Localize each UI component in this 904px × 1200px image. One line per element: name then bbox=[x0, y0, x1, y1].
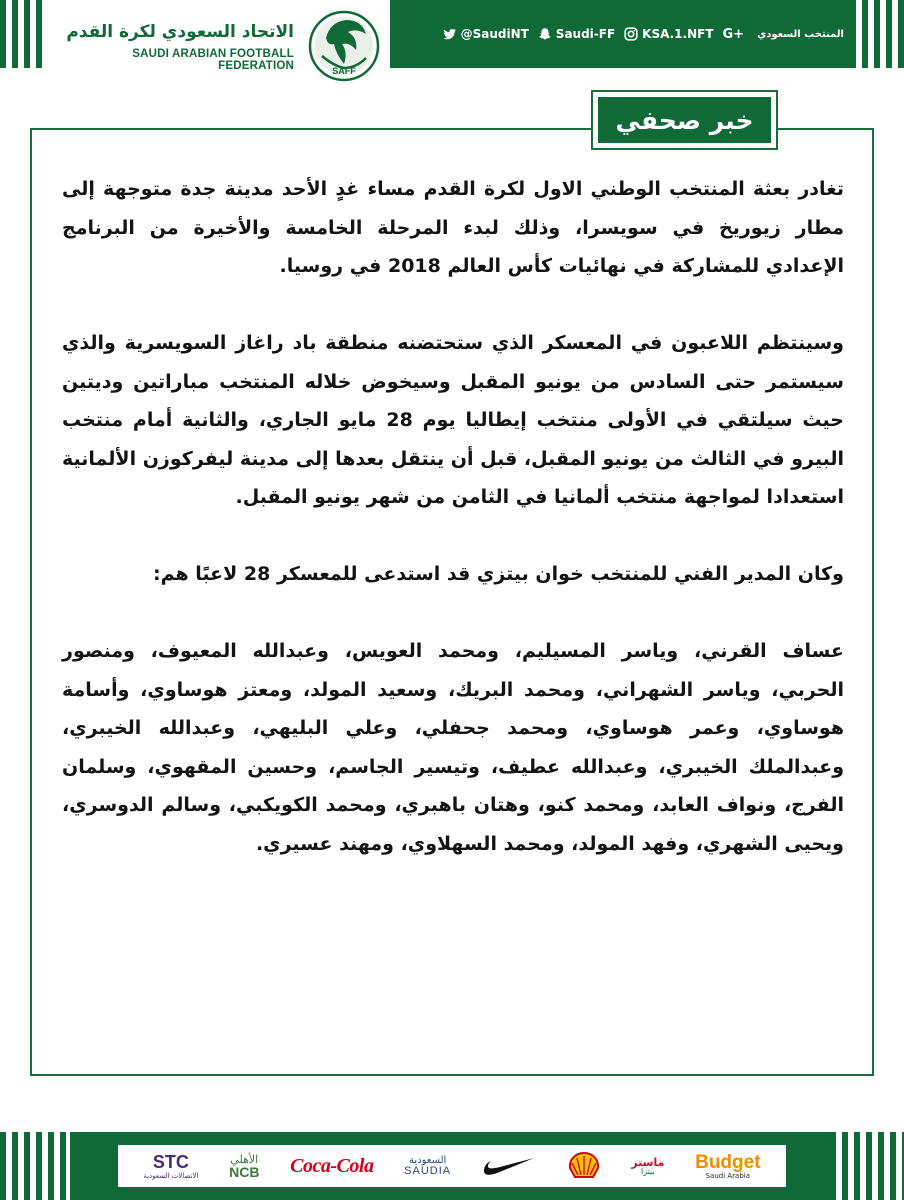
footer-stripes-right bbox=[830, 1132, 904, 1200]
coca-cola-logo-text: Coca-Cola bbox=[290, 1155, 374, 1177]
article-paragraph: وكان المدير الفني للمنتخب خوان بيتزي قد استدعى للمعسكر 28 لاعبًا هم: bbox=[153, 563, 844, 585]
sponsor-stc bbox=[143, 1153, 198, 1180]
article-paragraph: وسينتظم اللاعبون في المعسكر الذي ستحتضنه منطقة باد راغاز السويسرية والذي سيستمر حتى السادس من يونيو المقبل وسيخوض خلاله المنتخب مباراتين وديتين حيث سيلتقي في الأولى منتخب إيطاليا يوم 28 مايو الجاري، والثانية أمام منتخب البيرو في الثالث من يونيو المقبل، قبل أن ينتقل بعدها إلى مدينة ليفركوزن الألمانية استعدادا لمواجهة منتخب ألمانيا في الثامن من شهر يونيو المقبل. bbox=[62, 332, 844, 508]
ncb-name-en: NCB bbox=[229, 1163, 260, 1180]
saff-logo bbox=[300, 8, 390, 88]
team-label: المنتخب السعودي bbox=[757, 28, 844, 40]
instagram-link[interactable] bbox=[624, 27, 713, 41]
header bbox=[0, 0, 904, 98]
social-bar bbox=[390, 0, 856, 68]
sponsor-coca-cola bbox=[290, 1156, 373, 1176]
press-release-label: خبر صحفي bbox=[598, 97, 771, 143]
saudia-name-en: SAUDIA bbox=[404, 1164, 452, 1177]
footer-stripes-left bbox=[0, 1132, 70, 1200]
sponsor-master-pizza bbox=[631, 1157, 664, 1176]
instagram-icon bbox=[624, 27, 638, 41]
master-pizza-name: ماستر bbox=[631, 1155, 665, 1169]
snapchat-link[interactable] bbox=[538, 27, 615, 41]
social-links bbox=[443, 27, 844, 42]
twitter-handle: @SaudiNT bbox=[460, 27, 529, 41]
saudia-name-ar: السعودية bbox=[408, 1154, 447, 1166]
shell-logo-icon bbox=[567, 1151, 601, 1181]
nike-swoosh-icon bbox=[482, 1155, 536, 1177]
ncb-name-ar: الأهلي bbox=[230, 1152, 259, 1166]
sponsor-budget bbox=[695, 1153, 760, 1180]
article-paragraph: عساف القرني، وياسر المسيليم، ومحمد العويس، وعبدالله المعيوف، ومنصور الحربي، وياسر الشهراني، ومحمد البريك، وسعيد المولد، ومعتز هوساوي، وأسامة هوساوي، وعمر هوساوي، ومحمد جحفلي، وعلي البليهي، وعبدالله الخيبري، وعبدالملك الخيبري، وعبدالله عطيف، وتيسير الجاسم، وحسين المقهوي، وسلمان الفرج، ونواف العابد، ومحمد كنو، وهتان باهبري، ومحمد الكويكبي، وسالم الدوسري، ويحيى الشهري، وفهد المولد، ومحمد السهلاوي، ومهند عسيري. bbox=[62, 640, 844, 855]
sponsor-shell bbox=[567, 1151, 601, 1181]
google-plus-icon[interactable]: G+ bbox=[722, 26, 745, 42]
saff-logo-icon bbox=[300, 8, 390, 88]
snapchat-icon bbox=[538, 27, 552, 41]
article-body bbox=[62, 170, 844, 863]
stc-logo-text: STC bbox=[152, 1151, 189, 1172]
snapchat-handle: Saudi-FF bbox=[555, 27, 616, 41]
federation-name-en: SAUDI ARABIAN FOOTBALL FEDERATION bbox=[132, 48, 294, 72]
instagram-handle: KSA.1.NFT bbox=[642, 27, 714, 41]
master-pizza-subtitle: بيتزا bbox=[640, 1166, 655, 1176]
article-paragraph: تغادر بعثة المنتخب الوطني الاول لكرة القدم مساء غدٍ الأحد مدينة جدة متوجهة إلى مطار زيوريخ في سويسرا، وذلك لبدء المرحلة الخامسة والأخيرة من البرنامج الإعدادي للمشاركة في نهائيات كأس العالم 2018 في روسيا. bbox=[62, 178, 844, 277]
logo-text: SAFF bbox=[332, 66, 356, 76]
sponsor-bar bbox=[118, 1145, 786, 1187]
twitter-icon bbox=[443, 27, 457, 41]
sponsor-ncb bbox=[229, 1154, 259, 1179]
header-stripes-right bbox=[862, 0, 904, 68]
federation-name-ar: الاتحاد السعودي لكرة القدم bbox=[66, 22, 294, 42]
sponsor-saudia bbox=[404, 1156, 451, 1177]
budget-subtitle: Saudi Arabia bbox=[705, 1171, 751, 1180]
sponsor-nike bbox=[482, 1155, 536, 1177]
twitter-link[interactable] bbox=[443, 27, 529, 41]
header-stripes-left bbox=[0, 0, 48, 68]
stc-subtitle: الاتصالات السعودية bbox=[143, 1171, 199, 1180]
press-release-badge bbox=[591, 90, 778, 150]
budget-logo-text: Budget bbox=[695, 1151, 761, 1173]
federation-brand bbox=[60, 8, 390, 78]
